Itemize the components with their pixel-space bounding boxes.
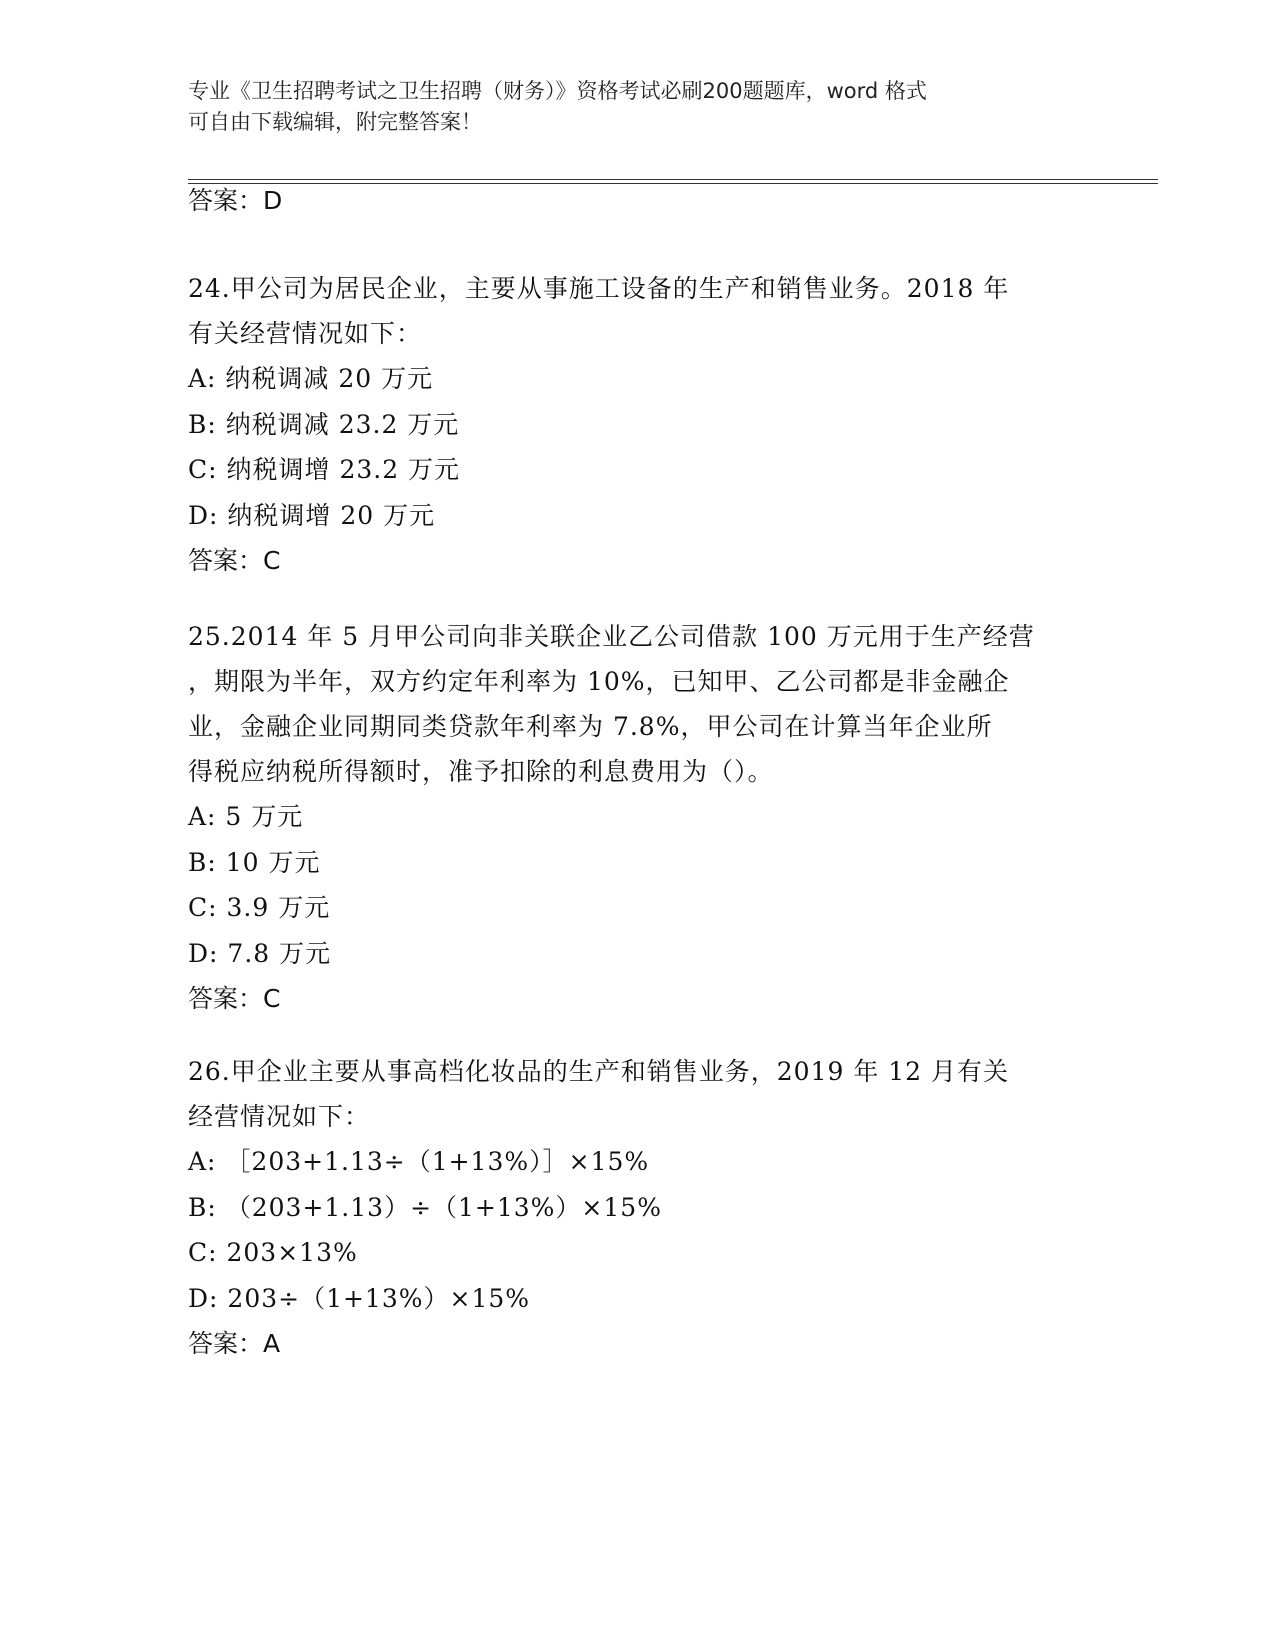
stem-line: 业，金融企业同期同类贷款年利率为 7.8%，甲公司在计算当年企业所 — [188, 712, 993, 741]
question-26 — [188, 1049, 1088, 1366]
previous-answer: 答案：D — [188, 186, 283, 215]
option-a: A: 纳税调减 20 万元 — [188, 364, 434, 393]
question-25 — [188, 614, 1088, 1021]
option-a: A: 5 万元 — [188, 802, 304, 831]
document-header — [188, 76, 1088, 138]
stem-line: 有关经营情况如下： — [188, 319, 423, 348]
header-line-2: 可自由下载编辑，附完整答案！ — [188, 110, 482, 134]
header-line-1: 专业《卫生招聘考试之卫生招聘（财务）》资格考试必刷200题题库，word 格式 — [188, 79, 927, 103]
stem-line: 得税应纳税所得额时，准予扣除的利息费用为（）。 — [188, 757, 774, 786]
question-stem — [188, 1049, 1088, 1139]
option-c: C: 3.9 万元 — [188, 893, 331, 922]
answer-line: 答案：C — [188, 546, 281, 575]
option-b: B: 纳税调减 23.2 万元 — [188, 409, 460, 439]
question-options — [188, 1139, 1088, 1321]
answer-line: 答案：A — [188, 1329, 281, 1358]
stem-line: 24.甲公司为居民企业，主要从事施工设备的生产和销售业务。2018 年 — [188, 274, 1010, 303]
stem-line: 26.甲企业主要从事高档化妆品的生产和销售业务，2019 年 12 月有关 — [188, 1057, 1010, 1086]
option-c: C: 纳税调增 23.2 万元 — [188, 455, 461, 484]
option-d: D: 纳税调增 20 万元 — [188, 500, 436, 530]
option-b: B: 10 万元 — [188, 847, 321, 877]
stem-line: 25.2014 年 5 月甲公司向非关联企业乙公司借款 100 万元用于生产经营 — [188, 622, 1035, 651]
question-options — [188, 356, 1088, 538]
option-a: A: ［203+1.13÷（1+13%）］×15% — [188, 1147, 650, 1176]
question-options — [188, 794, 1088, 976]
option-d: D: 203÷（1+13%）×15% — [188, 1283, 531, 1313]
header-divider-bottom — [188, 183, 1158, 184]
question-stem — [188, 266, 1088, 356]
option-d: D: 7.8 万元 — [188, 938, 332, 968]
header-divider-top — [188, 179, 1158, 180]
option-c: C: 203×13% — [188, 1238, 358, 1267]
question-stem — [188, 614, 1088, 794]
question-24 — [188, 266, 1088, 583]
stem-line: 经营情况如下： — [188, 1102, 371, 1131]
option-b: B: （203+1.13）÷（1+13%）×15% — [188, 1192, 662, 1222]
answer-line: 答案：C — [188, 984, 281, 1013]
stem-line: ，期限为半年，双方约定年利率为 10%，已知甲、乙公司都是非金融企 — [188, 667, 1010, 696]
